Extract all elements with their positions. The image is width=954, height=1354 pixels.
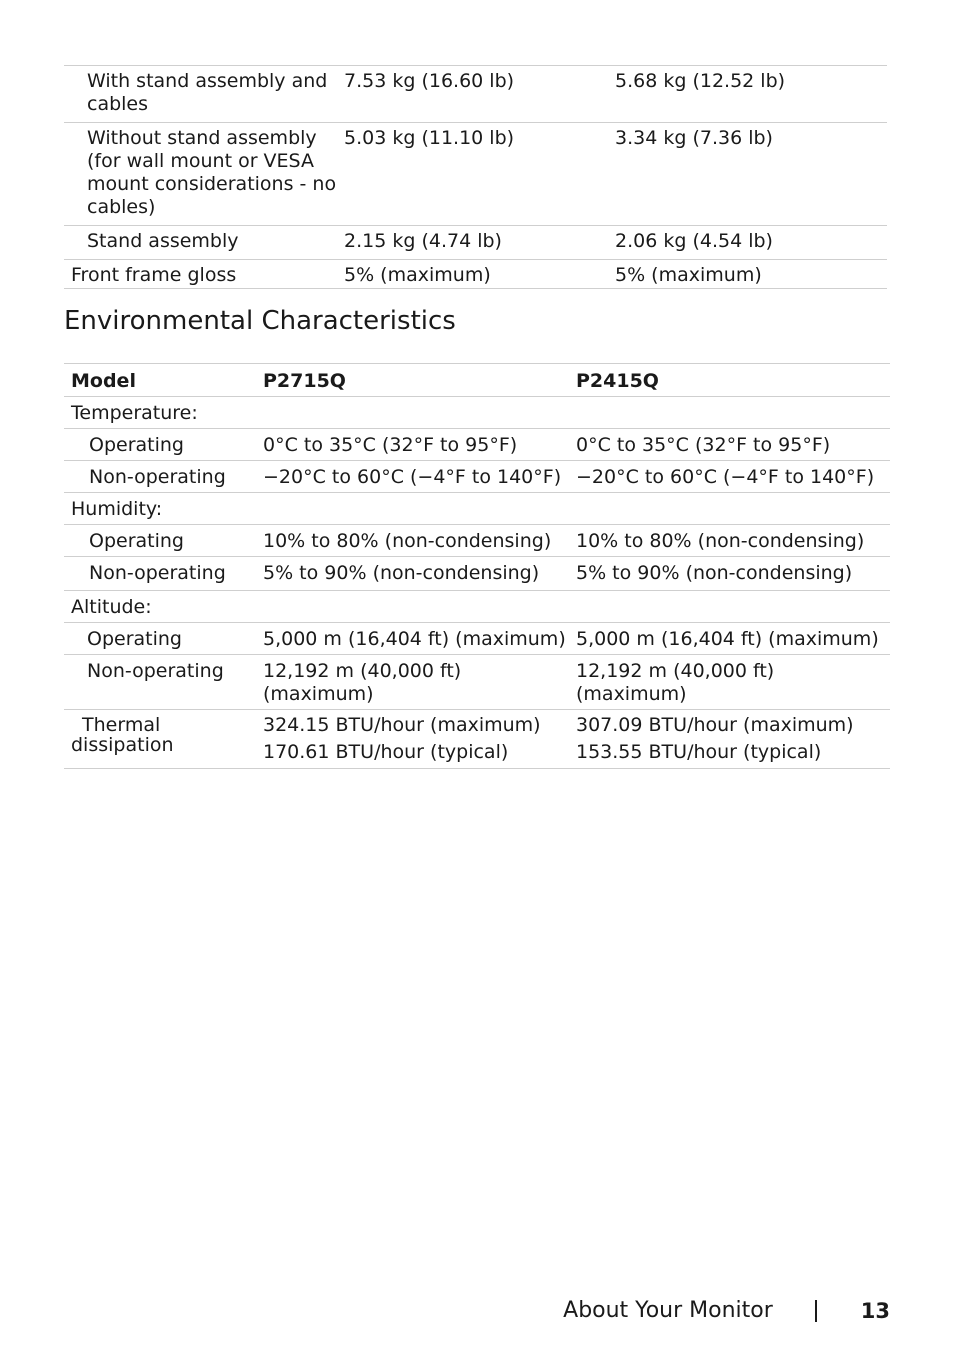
row-label: Stand assembly bbox=[87, 230, 239, 252]
p2715q-value: 5% to 90% (non-condensing) bbox=[263, 562, 540, 584]
p2415q-value: 12,192 m (40,000 ft) (maximum) bbox=[576, 660, 775, 705]
p2415q-value: 10% to 80% (non-condensing) bbox=[576, 530, 865, 552]
environmental-table bbox=[64, 363, 890, 769]
p2715q-value: 7.53 kg (16.60 lb) bbox=[344, 70, 515, 92]
row-label-thermal bbox=[64, 710, 263, 769]
p2715q-value: 2.15 kg (4.74 lb) bbox=[344, 230, 502, 252]
table-row bbox=[64, 525, 890, 557]
p2415q-value: 0°C to 35°C (32°F to 95°F) bbox=[576, 434, 831, 456]
header-model: Model bbox=[71, 370, 136, 392]
header-p2415q: P2415Q bbox=[576, 370, 659, 392]
p2715q-value: 5,000 m (16,404 ft) (maximum) bbox=[263, 628, 566, 650]
group-label-temperature: Temperature: bbox=[71, 402, 198, 424]
p2715q-thermal-max: 324.15 BTU/hour (maximum) bbox=[263, 714, 541, 736]
p2415q-value: −20°C to 60°C (−4°F to 140°F) bbox=[576, 466, 875, 488]
table-row bbox=[64, 429, 890, 461]
page-number: 13 bbox=[860, 1298, 890, 1323]
table-row-temperature bbox=[64, 397, 890, 429]
row-label: Operating bbox=[89, 530, 184, 552]
group-label-humidity: Humidity: bbox=[71, 498, 163, 520]
table-header-row bbox=[64, 364, 890, 397]
row-label: Non-operating bbox=[87, 660, 224, 682]
p2715q-value: −20°C to 60°C (−4°F to 140°F) bbox=[263, 466, 562, 488]
p2415q-value: 5% (maximum) bbox=[615, 264, 762, 286]
table-row bbox=[64, 623, 890, 655]
thermal-label-line1: Thermal bbox=[82, 714, 161, 736]
p2415q-value: 5,000 m (16,404 ft) (maximum) bbox=[576, 628, 879, 650]
table-row bbox=[64, 557, 890, 591]
p2415q-thermal bbox=[576, 710, 890, 769]
thermal-label-line2: dissipation bbox=[71, 734, 174, 756]
p2715q-thermal-typical: 170.61 BTU/hour (typical) bbox=[263, 741, 509, 763]
row-label: Operating bbox=[89, 434, 184, 456]
header-p2715q: P2715Q bbox=[263, 370, 346, 392]
table-row bbox=[64, 655, 890, 710]
footer-section-title: About Your Monitor bbox=[563, 1298, 773, 1323]
table-row-altitude bbox=[64, 591, 890, 623]
row-label: Without stand assembly (for wall mount or VESA mount considerations - no cables) bbox=[87, 127, 337, 218]
p2415q-thermal-max: 307.09 BTU/hour (maximum) bbox=[576, 714, 854, 736]
table-row bbox=[64, 461, 890, 493]
table-row-humidity bbox=[64, 493, 890, 525]
p2715q-value: 0°C to 35°C (32°F to 95°F) bbox=[263, 434, 518, 456]
p2415q-value: 5.68 kg (12.52 lb) bbox=[615, 70, 786, 92]
p2415q-value: 2.06 kg (4.54 lb) bbox=[615, 230, 773, 252]
section-heading: Environmental Characteristics bbox=[64, 306, 456, 336]
row-label: Front frame gloss bbox=[71, 264, 237, 286]
row-label: With stand assembly and cables bbox=[87, 70, 328, 115]
table-row bbox=[64, 123, 887, 226]
p2415q-value: 5% to 90% (non-condensing) bbox=[576, 562, 853, 584]
p2715q-value: 12,192 m (40,000 ft) (maximum) bbox=[263, 660, 462, 705]
row-label: Non-operating bbox=[89, 562, 226, 584]
page-footer bbox=[563, 1298, 890, 1323]
footer-separator bbox=[815, 1300, 817, 1322]
p2715q-value: 10% to 80% (non-condensing) bbox=[263, 530, 552, 552]
table-row bbox=[64, 66, 887, 123]
weight-table bbox=[64, 65, 887, 289]
group-label-altitude: Altitude: bbox=[71, 596, 152, 618]
p2715q-value: 5.03 kg (11.10 lb) bbox=[344, 127, 515, 149]
p2715q-thermal bbox=[263, 710, 576, 769]
p2715q-value: 5% (maximum) bbox=[344, 264, 491, 286]
table-row-thermal bbox=[64, 710, 890, 769]
row-label: Non-operating bbox=[89, 466, 226, 488]
p2415q-thermal-typical: 153.55 BTU/hour (typical) bbox=[576, 741, 822, 763]
p2415q-value: 3.34 kg (7.36 lb) bbox=[615, 127, 773, 149]
table-row bbox=[64, 260, 887, 289]
table-row bbox=[64, 226, 887, 260]
row-label: Operating bbox=[87, 628, 182, 650]
